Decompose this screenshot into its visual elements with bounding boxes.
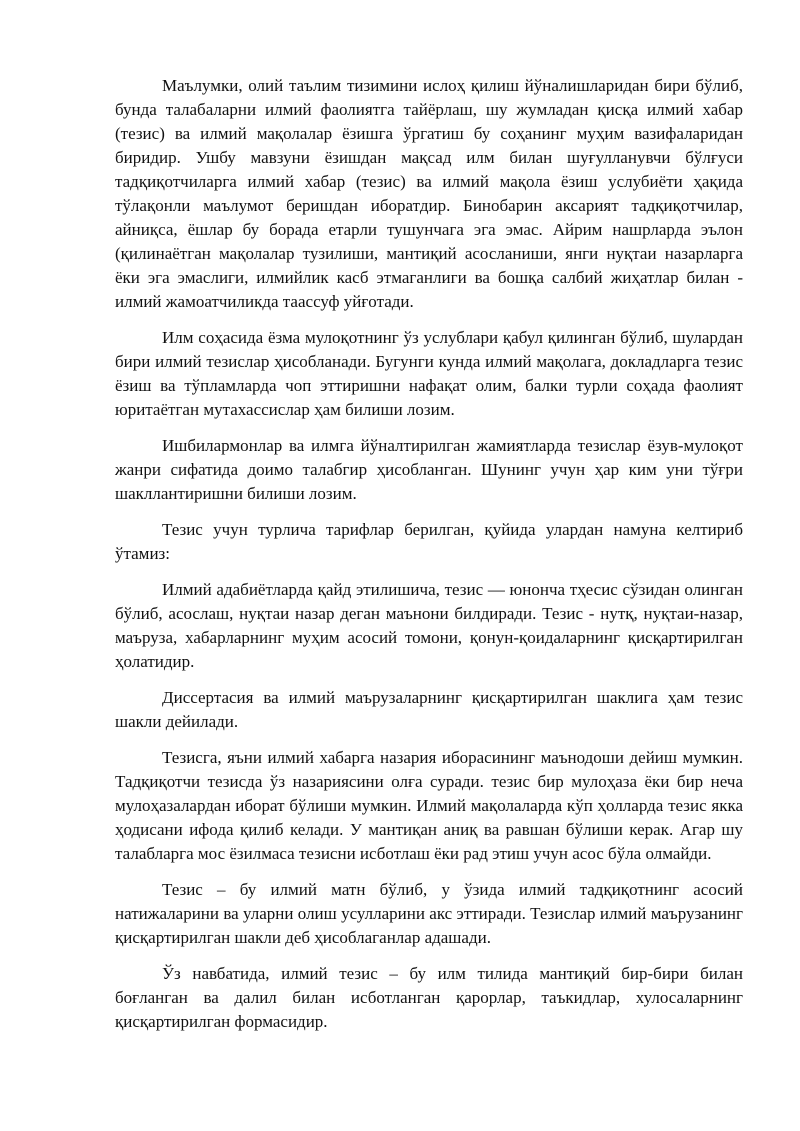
document-body: [115, 74, 743, 1046]
paragraph-3: Ишбилармонлар ва илмга йўналтирилган жамиятларда тезислар ёзув-мулоқот жанри сифатида доимо талабгир ҳисобланган. Шунинг учун ҳар ким уни тўғри шакллантиришни билиши лозим.: [115, 436, 743, 503]
paragraph-1: Маълумки, олий таълим тизимини ислоҳ қилиш йўналишларидан бири бўлиб, бунда талабаларни илмий фаолиятга тайёрлаш, шу жумладан қисқа илмий хабар (тезис) ва илмий мақолалар ёзишга ўргатиш бу соҳанинг муҳим вазифаларидан биридир. Ушбу мавзуни ёзишдан мақсад илм билан шуғулланувчи бўлғуси тадқиқотчиларга илмий хабар (тезис) ва илмий мақола ёзиш услубиёти ҳақида тўлақонли маълумот беришдан иборатдир. Бинобарин аксарият тадқиқотчилар, айниқса, ёшлар бу борада етарли тушунчага эга эмас. Айрим нашрларда эълон (қилинаётган мақолалар тузилиши, мантиқий асосланиши, янги нуқтаи назарларга ёки эга эмаслиги, илмийлик касб этмаганлиги ва бошқа салбий жиҳатлар билан - илмий жамоатчиликда таассуф уйғотади.: [115, 76, 743, 311]
paragraph-7: Тезисга, яъни илмий хабарга назария иборасининг маънодоши дейиш мумкин. Тадқиқотчи тезисда ўз назариясини олға суради. тезис бир мулоҳаза ёки бир неча мулоҳазалардан иборат бўлиши мумкин. Илмий мақолаларда кўп ҳолларда тезис якка ҳодисани ифода қилиб келади. У мантиқан аниқ ва равшан бўлиши керак. Агар шу талабларга мос ёзилмаса тезисни исботлаш ёки рад этиш учун асос бўла олмайди.: [115, 748, 743, 863]
paragraph-6: Диссертасия ва илмий маърузаларнинг қисқартирилган шаклига ҳам тезис шакли дейилади.: [115, 688, 743, 731]
paragraph-8: Тезис – бу илмий матн бўлиб, у ўзида илмий тадқиқотнинг асосий натижаларини ва уларни олиш усулларини акс эттиради. Тезислар илмий маърузанинг қисқартирилган шакли деб ҳисоблаганлар адашади.: [115, 880, 743, 947]
paragraph-9: Ўз навбатида, илмий тезис – бу илм тилида мантиқий бир-бири билан боғланган ва далил билан исботланган қарорлар, таъкидлар, хулосаларнинг қисқартирилган формасидир.: [115, 964, 743, 1031]
paragraph-4: Тезис учун турлича тарифлар берилган, қуйида улардан намуна келтириб ўтамиз:: [115, 520, 743, 563]
paragraph-2: Илм соҳасида ёзма мулоқотнинг ўз услублари қабул қилинган бўлиб, шулардан бири илмий тезислар ҳисобланади. Бугунги кунда илмий мақолага, докладларга тезис ёзиш ва тўпламларда чоп эттиришни нафақат олим, балки турли соҳада фаолият юритаётган мутахассислар ҳам билиши лозим.: [115, 328, 743, 419]
paragraph-5: Илмий адабиётларда қайд этилишича, тезис — юнонча тҳесис сўзидан олинган бўлиб, асослаш, нуқтаи назар деган маънони билдиради. Тезис - нутқ, нуқтаи-назар, маъруза, хабарларнинг муҳим асосий томони, қонун-қоидаларнинг қисқартирилган ҳолатидир.: [115, 580, 743, 671]
